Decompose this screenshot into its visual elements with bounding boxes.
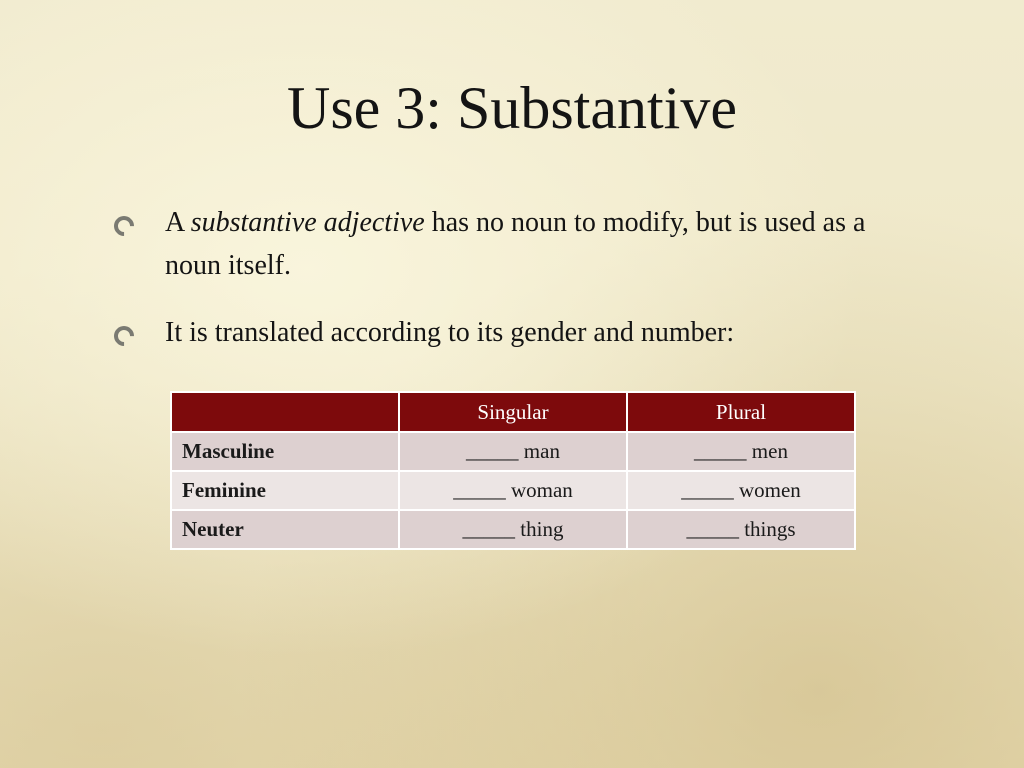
table-row (171, 510, 855, 549)
bullet-item-substantive-definition (112, 201, 872, 287)
bullet-text: It is translated according to its gender and number: (165, 317, 735, 348)
circle-bullet-icon (110, 322, 138, 350)
bullet-prefix: A (165, 207, 191, 238)
cell-neuter-plural: _____ things (627, 510, 855, 549)
table-row (171, 471, 855, 510)
row-label-feminine: Feminine (171, 471, 399, 510)
cell-feminine-plural: _____ women (627, 471, 855, 510)
cell-feminine-singular: _____ woman (399, 471, 627, 510)
cell-masculine-plural: _____ men (627, 432, 855, 471)
bullet-emphasis: substantive adjective (190, 207, 425, 238)
table-header-row (171, 392, 855, 432)
bullet-suffix: has no noun to modify, but is used as a noun itself. (165, 207, 866, 281)
cell-masculine-singular: _____ man (399, 432, 627, 471)
bullet-item-translation (112, 311, 872, 354)
gender-number-table (170, 391, 856, 550)
table-row (171, 432, 855, 471)
table-header-singular: Singular (399, 392, 627, 432)
row-label-neuter: Neuter (171, 510, 399, 549)
slide-title: Use 3: Substantive (287, 75, 737, 141)
table-header-corner (171, 392, 399, 432)
row-label-masculine: Masculine (171, 432, 399, 471)
cell-neuter-singular: _____ thing (399, 510, 627, 549)
circle-bullet-icon (110, 212, 138, 240)
table-header-plural: Plural (627, 392, 855, 432)
bullet-list (112, 201, 872, 378)
